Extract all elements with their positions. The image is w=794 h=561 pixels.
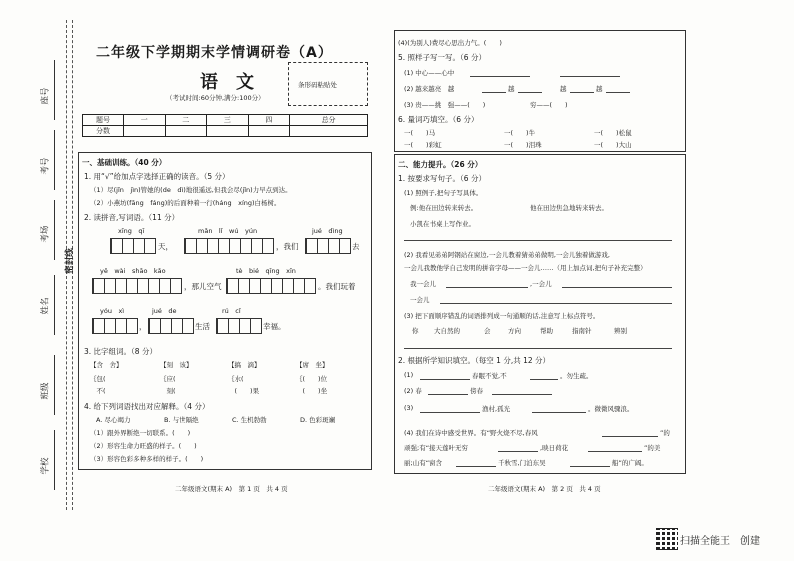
q3-head-2: 【刻 该】: [160, 361, 193, 369]
q7-1: (1) 照例子,把句子写具体。: [404, 189, 483, 197]
school-underline: [54, 430, 55, 490]
score-head-3: 三: [207, 115, 249, 126]
answer-line[interactable]: [428, 394, 468, 395]
q7-2: (2) 我看见弟弟阿钢站在窗边,一会儿教着猜弟弟做明,一会儿独着做游戏,: [404, 251, 610, 259]
q7-2d: ,一会儿: [530, 280, 552, 288]
answer-line[interactable]: [602, 436, 658, 437]
q3-r2-2: 刻(: [160, 387, 176, 395]
answer-line[interactable]: [570, 466, 610, 467]
exam-info: （考试时间:60分钟,满分:100分）: [166, 94, 265, 102]
q8-2a: (2) 春: [404, 387, 422, 395]
exam-room-label: 考场: [40, 225, 51, 243]
score-cell[interactable]: [165, 126, 207, 137]
answer-line[interactable]: [562, 287, 672, 288]
q8-1a: (1): [404, 371, 414, 379]
q1-1: （1）尽(jǐn jìn)管她的(de dì)地很遥远,但我会尽(jǐn)力早点到达。: [90, 186, 292, 194]
seal-line-label: 密封线: [64, 248, 75, 274]
pinyin-5: tè bié qīng xīn: [236, 267, 296, 275]
score-cell[interactable]: [248, 126, 290, 137]
row1-text-2: ，我们: [276, 242, 299, 251]
score-head-0: 题号: [83, 115, 124, 126]
q2-heading: 2. 读拼音,写词语。（11 分）: [84, 213, 180, 222]
pinyin-3: jué dìng: [312, 227, 343, 235]
q4-opt-a: A. 尽心竭力: [96, 416, 131, 424]
answer-line[interactable]: [588, 451, 642, 452]
q6-r2-2: 一( )泪珠: [504, 141, 542, 149]
q5-2d: 越: [596, 85, 603, 93]
q4-1: （1）跟外界断绝一切联系。( ): [90, 429, 191, 437]
answer-line[interactable]: [518, 92, 542, 93]
q4-heading: 4. 给下列词语找出对应解释。（4 分）: [84, 402, 210, 411]
answer-line[interactable]: [420, 412, 480, 413]
page1-footer: 二年级语文(期末 A) 第 1 页 共 4 页: [175, 485, 288, 493]
row3-text-2: 生活: [195, 322, 210, 331]
answer-grid[interactable]: [92, 278, 182, 294]
q6-r1-1: 一( )马: [404, 129, 436, 137]
answer-line[interactable]: [482, 92, 506, 93]
page2-footer: 二年级语文(期末 A) 第 2 页 共 4 页: [488, 485, 601, 493]
q5-heading: 5. 照样子写一写。（6 分）: [398, 53, 486, 62]
pinyin-1: xīng qī: [118, 227, 145, 235]
q8-4g: 千秋雪,门泊东吴: [498, 459, 546, 467]
scanner-watermark: 扫描全能王 创建: [680, 536, 760, 547]
row1-text-1: 天，: [158, 242, 173, 251]
answer-grid[interactable]: [305, 238, 351, 254]
row3-text-3: 幸福。: [263, 322, 286, 331]
q3-r1-2: ｛应(: [160, 375, 176, 383]
score-row-label: 分数: [83, 126, 124, 137]
q3-r1-3: ｛水(: [228, 375, 244, 383]
row2-text-1: ，那儿空气: [184, 282, 222, 291]
barcode-label: 条形码粘贴处: [298, 81, 337, 89]
seat-underline: [54, 60, 55, 120]
answer-grid[interactable]: [110, 238, 156, 254]
q7-example-a: 例:他在田边转来转去。: [410, 204, 478, 212]
q7-2c: 我一会儿: [410, 280, 436, 288]
q8-4a: (4) 我们在诗中感受世界。有“野火烧不尽,春风: [404, 429, 538, 437]
row1-text-3: 去: [352, 242, 360, 251]
answer-line[interactable]: [470, 76, 530, 77]
q8-1b: 春眠不觉,不: [472, 372, 507, 380]
q8-4d: ,映日荷花: [540, 444, 569, 452]
q8-1c: 。勿生疏。: [560, 372, 593, 380]
seat-label: 座号: [40, 87, 51, 105]
q7-heading: 1. 按要求写句子。（6 分）: [398, 174, 486, 183]
pinyin-2: mǎn lǐ wú yún: [198, 227, 258, 235]
score-cell[interactable]: [207, 126, 249, 137]
q8-3b: 渔村,孤光: [482, 405, 511, 413]
section2-heading: 二、能力提升。（26 分）: [398, 160, 483, 169]
q3-r1-4: ｛( )位: [296, 375, 328, 383]
answer-grid[interactable]: [148, 318, 194, 334]
answer-line[interactable]: [446, 287, 528, 288]
score-head-4: 四: [248, 115, 290, 126]
answer-line[interactable]: [440, 303, 672, 304]
q8-3c: 。微微风骤浪。: [588, 405, 634, 413]
q8-heading: 2. 根据所学知识填空。（每空 1 分,共 12 分）: [398, 356, 551, 365]
answer-line[interactable]: [492, 394, 552, 395]
q8-4b: ”的: [660, 429, 670, 437]
q7-3: (3) 把下面顺序错乱的词语排列成一句通顺的话,注意写上标点符号。: [404, 312, 600, 320]
answer-line[interactable]: [532, 412, 586, 413]
q5-2c: 越: [560, 85, 567, 93]
q1-2: （2）小燕坊(fāng fáng)的后面种着一行(háng xíng)白杨树。: [90, 199, 281, 207]
subject-title: 语 文: [200, 72, 254, 93]
class-underline: [54, 355, 55, 415]
answer-line[interactable]: [456, 466, 496, 467]
q8-3a: (3): [404, 404, 414, 412]
q8-4h: 船”的广阔。: [612, 459, 648, 467]
answer-line[interactable]: [530, 379, 558, 380]
section1-heading: 一、基础训练。（40 分）: [82, 158, 167, 167]
q3-r2-3: ( )果: [228, 387, 260, 395]
score-cell[interactable]: [124, 126, 166, 137]
q6-r1-3: 一( )松鼠: [594, 129, 632, 137]
qr-code-icon: [656, 528, 678, 550]
q4-opt-d: D. 色彩斑斓: [300, 416, 336, 424]
q4-opt-b: B. 与世隔绝: [164, 416, 199, 424]
answer-line[interactable]: [404, 240, 672, 241]
q3-head-4: 【席 坐】: [296, 361, 329, 369]
score-cell[interactable]: [290, 126, 368, 137]
row2-text-2: 。我们玩着: [318, 282, 356, 291]
answer-line[interactable]: [498, 451, 538, 452]
q7-3-word-5: 帮助: [540, 327, 553, 335]
answer-grid[interactable]: [226, 278, 316, 294]
q1-heading: 1. 用“√”给加点字选择正确的读音。（5 分）: [84, 172, 230, 181]
q7-3-word-1: 你: [412, 327, 419, 335]
pinyin-4: yě wài shāo kǎo: [100, 267, 166, 275]
q8-4f: 丽;山有“窗含: [404, 459, 443, 467]
q-top: (4)(为别人)费尽心思出力气。( ): [398, 39, 502, 47]
q7-3-word-2: 大自然的: [434, 327, 460, 335]
q6-r2-1: 一( )彩虹: [404, 141, 442, 149]
answer-line[interactable]: [404, 348, 672, 349]
q4-2: （2）形容生命力旺盛的样子。( ): [90, 442, 197, 450]
q6-r1-2: 一( )牛: [504, 129, 536, 137]
name-label: 姓名: [40, 297, 51, 315]
school-label: 学校: [40, 457, 51, 475]
q7-3-word-3: 会: [484, 327, 491, 335]
q8-4e: ”的美: [644, 444, 661, 452]
q7-3-word-4: 方向: [508, 327, 521, 335]
q7-2e: 一会儿: [410, 296, 430, 304]
answer-grid[interactable]: [92, 318, 138, 334]
score-head-2: 二: [165, 115, 207, 126]
q3-heading: 3. 比字组词。（8 分）: [84, 347, 157, 356]
exam-no-label: 考号: [40, 157, 51, 175]
q5-3b: 穷——( ): [530, 101, 568, 109]
q3-r2-4: ( )坐: [296, 387, 328, 395]
q6-r2-3: 一( )大山: [594, 141, 632, 149]
q7-3-word-6: 指南针: [572, 327, 592, 335]
score-head-1: 一: [124, 115, 166, 126]
q5-3: (3) 贵——挑 强——( ): [404, 101, 486, 109]
exam-no-underline: [54, 130, 55, 190]
q3-r2-1: 不(: [90, 387, 106, 395]
answer-line[interactable]: [420, 379, 470, 380]
pinyin-7: jué de: [152, 307, 177, 315]
q7-1b: 小凯在书桌上写作业。: [410, 220, 475, 228]
exam-room-underline: [54, 200, 55, 260]
score-head-5: 总分: [290, 115, 368, 126]
answer-grid[interactable]: [184, 238, 274, 254]
q5-1: (1) 中心——心中: [404, 69, 455, 77]
exam-title: 二年级下学期期末学情调研卷（A）: [96, 45, 333, 61]
answer-line[interactable]: [560, 76, 620, 77]
q4-opt-c: C. 生机勃勃: [232, 416, 267, 424]
class-label: 班级: [40, 382, 51, 400]
pinyin-8: rú cǐ: [222, 307, 241, 315]
answer-line[interactable]: [570, 92, 594, 93]
q5-2: (2) 越来越亮 越: [404, 85, 455, 93]
answer-line[interactable]: [606, 92, 630, 93]
q6-heading: 6. 量词巧填空。（6 分）: [398, 115, 479, 124]
q5-2b: 越: [508, 85, 515, 93]
row3-text-1: ，: [139, 322, 147, 331]
answer-grid[interactable]: [216, 318, 262, 334]
score-table: [82, 114, 368, 137]
q3-head-3: 【搞 滴】: [228, 361, 261, 369]
q4-3: （3）形容色彩多种多样的样子。( ): [90, 455, 204, 463]
q8-2b: 傍春: [470, 387, 483, 395]
q7-2b: 一会儿我教他学自己发明的拼音字母——一会儿……（用上加点词,把句子补充完整）: [404, 264, 647, 272]
q8-4c: 顽强;有“接天莲叶无穷: [404, 444, 469, 452]
q3-head-1: 【含 舍】: [90, 361, 123, 369]
q3-r1-1: ｛包(: [90, 375, 106, 383]
q7-example-b: 他在田边焦急地转来转去。: [530, 204, 608, 212]
name-underline: [54, 275, 55, 335]
pinyin-6: yóu xì: [100, 307, 125, 315]
q7-3-word-7: 辨别: [614, 327, 627, 335]
